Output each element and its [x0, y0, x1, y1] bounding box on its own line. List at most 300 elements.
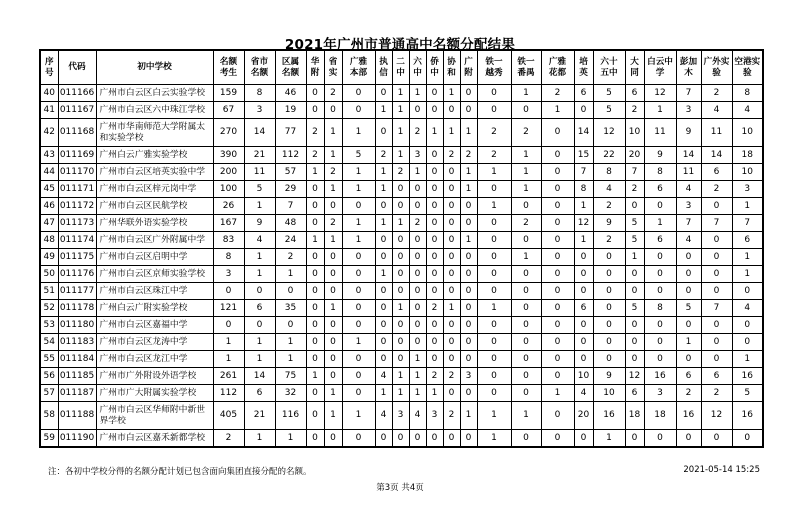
- cell-prov_city: 3: [244, 102, 275, 119]
- cell-guangya_huadu: 0: [541, 368, 574, 385]
- cell-huafu: 0: [306, 85, 324, 102]
- cell-zhixin: 0: [375, 232, 392, 249]
- cell-xiehe: 0: [443, 249, 460, 266]
- cell-datong: 5: [625, 215, 644, 232]
- cell-baiyun: 18: [644, 402, 676, 430]
- cell-konggang: 1: [732, 198, 763, 215]
- cell-zhixin: 1: [375, 181, 392, 198]
- cell-erzhong: 1: [392, 300, 409, 317]
- column-header-baiyun: [644, 50, 676, 85]
- cell-liuzhong: 1: [409, 368, 426, 385]
- column-header-line: 附: [464, 67, 473, 78]
- cell-no: 44: [40, 164, 58, 181]
- cell-prov_city: 5: [244, 181, 275, 198]
- cell-no: 43: [40, 147, 58, 164]
- column-header-datong: [625, 50, 644, 85]
- cell-datong: 0: [625, 351, 644, 368]
- cell-guangya_main: 0: [342, 249, 375, 266]
- cell-no: 59: [40, 430, 58, 448]
- cell-candidates: 390: [213, 147, 244, 164]
- cell-guangya_huadu: 0: [541, 147, 574, 164]
- cell-erzhong: 0: [392, 430, 409, 448]
- cell-pengjiamu: 16: [676, 402, 701, 430]
- cell-qiaozhong: 0: [426, 102, 443, 119]
- cell-konggang: 18: [732, 147, 763, 164]
- cell-xiehe: 0: [443, 430, 460, 448]
- column-header-line: 广: [464, 56, 473, 67]
- cell-shengshi: 0: [324, 334, 342, 351]
- cell-xiehe: 2: [443, 368, 460, 385]
- cell-guangya_huadu: 0: [541, 266, 574, 283]
- column-header-line: 六十: [600, 56, 618, 67]
- cell-guangwai: 6: [701, 164, 732, 181]
- cell-peiying: 0: [574, 430, 593, 448]
- table-row: [40, 85, 763, 102]
- cell-shengshi: 1: [324, 300, 342, 317]
- cell-pengjiamu: 3: [676, 102, 701, 119]
- cell-prov_city: 21: [244, 402, 275, 430]
- cell-guangya_main: 0: [342, 85, 375, 102]
- cell-zhixin: 0: [375, 351, 392, 368]
- cell-guangfu: 0: [460, 300, 477, 317]
- column-header-line: 中: [396, 67, 405, 78]
- cell-pengjiamu: 6: [676, 368, 701, 385]
- cell-tieyi_yuexiu: 0: [477, 266, 511, 283]
- cell-pengjiamu: 3: [676, 198, 701, 215]
- cell-guangya_main: 0: [342, 317, 375, 334]
- cell-guangya_main: 1: [342, 215, 375, 232]
- cell-qiaozhong: 0: [426, 85, 443, 102]
- cell-tieyi_panyu: 1: [511, 249, 541, 266]
- cell-erzhong: 1: [392, 102, 409, 119]
- cell-candidates: 67: [213, 102, 244, 119]
- cell-tieyi_panyu: 0: [511, 283, 541, 300]
- cell-xiehe: 0: [443, 232, 460, 249]
- table-row: [40, 198, 763, 215]
- cell-peiying: 0: [574, 249, 593, 266]
- cell-pengjiamu: 4: [676, 232, 701, 249]
- cell-candidates: 167: [213, 215, 244, 232]
- cell-shengshi: 1: [324, 402, 342, 430]
- column-header-line: 铁一: [517, 56, 535, 67]
- cell-tieyi_yuexiu: 0: [477, 317, 511, 334]
- cell-school: 广州市白云区梓元岗中学: [96, 181, 213, 198]
- cell-tieyi_yuexiu: 0: [477, 351, 511, 368]
- column-header-line: 名额: [219, 56, 238, 67]
- cell-baiyun: 9: [644, 147, 676, 164]
- cell-qiaozhong: 2: [426, 300, 443, 317]
- cell-school: 广州市白云区嘉禾新都学校: [96, 430, 213, 448]
- cell-district: 0: [275, 283, 306, 300]
- cell-konggang: 16: [732, 368, 763, 385]
- cell-zhixin: 0: [375, 300, 392, 317]
- cell-candidates: 121: [213, 300, 244, 317]
- cell-erzhong: 0: [392, 198, 409, 215]
- cell-guangya_huadu: 0: [541, 232, 574, 249]
- cell-guangwai: 0: [701, 266, 732, 283]
- cell-guangfu: 0: [460, 430, 477, 448]
- cell-tieyi_yuexiu: 1: [477, 164, 511, 181]
- cell-code: 011177: [58, 283, 96, 300]
- cell-pengjiamu: 7: [676, 85, 701, 102]
- cell-xiehe: 0: [443, 334, 460, 351]
- cell-code: 011168: [58, 119, 96, 147]
- cell-no: 56: [40, 368, 58, 385]
- cell-liuzhong: 0: [409, 283, 426, 300]
- cell-guangwai: 12: [701, 402, 732, 430]
- column-header-line: 广外实: [703, 56, 730, 67]
- column-header-line: 号: [44, 67, 54, 78]
- allocation-table: [39, 49, 764, 448]
- table-row: [40, 215, 763, 232]
- cell-shengshi: 0: [324, 249, 342, 266]
- cell-xiehe: 2: [443, 402, 460, 430]
- cell-tieyi_panyu: 0: [511, 317, 541, 334]
- cell-code: 011188: [58, 402, 96, 430]
- cell-code: 011183: [58, 334, 96, 351]
- cell-xiehe: 0: [443, 164, 460, 181]
- cell-baiyun: 6: [644, 232, 676, 249]
- cell-liuzhong: 4: [409, 402, 426, 430]
- cell-pengjiamu: 0: [676, 430, 701, 448]
- cell-guangwai: 7: [701, 215, 732, 232]
- column-header-line: 中: [413, 67, 422, 78]
- column-header-line: 考生: [219, 67, 238, 78]
- cell-candidates: 0: [213, 317, 244, 334]
- cell-tieyi_yuexiu: 0: [477, 232, 511, 249]
- cell-no65: 8: [593, 164, 625, 181]
- cell-huafu: 2: [306, 147, 324, 164]
- cell-baiyun: 8: [644, 300, 676, 317]
- cell-school: 广州市白云区民航学校: [96, 198, 213, 215]
- cell-konggang: 6: [732, 232, 763, 249]
- cell-datong: 1: [625, 249, 644, 266]
- cell-school: 广州市白云区六中珠江学校: [96, 102, 213, 119]
- column-header-line: 侨: [430, 56, 439, 67]
- cell-no65: 1: [593, 430, 625, 448]
- cell-candidates: 112: [213, 385, 244, 402]
- document-title: 2021年广州市普通高中名额分配结果: [284, 37, 516, 53]
- cell-pengjiamu: 14: [676, 147, 701, 164]
- cell-no65: 0: [593, 351, 625, 368]
- cell-huafu: 0: [306, 385, 324, 402]
- column-header-line: 大: [630, 56, 639, 67]
- cell-shengshi: 1: [324, 385, 342, 402]
- cell-erzhong: 1: [392, 85, 409, 102]
- column-header-line: 验: [712, 67, 721, 78]
- cell-no65: 22: [593, 147, 625, 164]
- cell-tieyi_yuexiu: 1: [477, 300, 511, 317]
- cell-peiying: 4: [574, 385, 593, 402]
- cell-no: 49: [40, 249, 58, 266]
- cell-huafu: 0: [306, 402, 324, 430]
- cell-no65: 0: [593, 317, 625, 334]
- cell-prov_city: 1: [244, 351, 275, 368]
- cell-guangfu: 1: [460, 232, 477, 249]
- cell-peiying: 15: [574, 147, 593, 164]
- column-header-line: 执: [379, 56, 388, 67]
- cell-school: 广州市白云区珠江中学: [96, 283, 213, 300]
- cell-candidates: 270: [213, 119, 244, 147]
- cell-school: 广州市白云区龙涛中学: [96, 334, 213, 351]
- cell-huafu: 2: [306, 119, 324, 147]
- cell-baiyun: 0: [644, 198, 676, 215]
- column-header-line: 广雅: [548, 56, 567, 67]
- cell-code: 011172: [58, 198, 96, 215]
- cell-datong: 2: [625, 181, 644, 198]
- cell-code: 011166: [58, 85, 96, 102]
- cell-baiyun: 3: [644, 385, 676, 402]
- column-header-no65: [593, 50, 625, 85]
- cell-guangfu: 0: [460, 283, 477, 300]
- cell-code: 011178: [58, 300, 96, 317]
- cell-guangwai: 4: [701, 102, 732, 119]
- cell-guangya_huadu: 0: [541, 334, 574, 351]
- table-row: [40, 402, 763, 430]
- cell-peiying: 8: [574, 181, 593, 198]
- cell-zhixin: 1: [375, 215, 392, 232]
- cell-guangwai: 0: [701, 198, 732, 215]
- column-header-line: 同: [630, 67, 639, 78]
- cell-datong: 0: [625, 334, 644, 351]
- cell-datong: 0: [625, 198, 644, 215]
- column-header-line: 信: [379, 67, 388, 78]
- column-header-line: 和: [447, 67, 456, 78]
- cell-candidates: 3: [213, 266, 244, 283]
- column-header-line: 代码: [68, 62, 86, 72]
- cell-district: 1: [275, 334, 306, 351]
- cell-datong: 5: [625, 300, 644, 317]
- cell-tieyi_yuexiu: 0: [477, 215, 511, 232]
- cell-no65: 0: [593, 249, 625, 266]
- cell-baiyun: 11: [644, 119, 676, 147]
- column-header-zhixin: [375, 50, 392, 85]
- cell-tieyi_panyu: 0: [511, 232, 541, 249]
- cell-code: 011171: [58, 181, 96, 198]
- cell-no65: 9: [593, 368, 625, 385]
- cell-tieyi_yuexiu: 2: [477, 147, 511, 164]
- cell-guangya_huadu: 0: [541, 283, 574, 300]
- cell-peiying: 6: [574, 300, 593, 317]
- cell-no65: 0: [593, 283, 625, 300]
- cell-guangwai: 0: [701, 283, 732, 300]
- cell-liuzhong: 0: [409, 334, 426, 351]
- cell-erzhong: 1: [392, 385, 409, 402]
- column-header-line: 培: [579, 56, 588, 67]
- cell-erzhong: 1: [392, 368, 409, 385]
- column-header-line: 区属: [281, 56, 300, 67]
- cell-guangya_main: 1: [342, 119, 375, 147]
- cell-qiaozhong: 2: [426, 368, 443, 385]
- cell-no65: 10: [593, 385, 625, 402]
- cell-district: 46: [275, 85, 306, 102]
- cell-liuzhong: 1: [409, 164, 426, 181]
- cell-shengshi: 0: [324, 198, 342, 215]
- cell-tieyi_yuexiu: 0: [477, 368, 511, 385]
- cell-no65: 2: [593, 198, 625, 215]
- cell-konggang: 10: [732, 164, 763, 181]
- cell-tieyi_yuexiu: 0: [477, 181, 511, 198]
- cell-liuzhong: 3: [409, 147, 426, 164]
- cell-no65: 0: [593, 300, 625, 317]
- cell-no: 53: [40, 317, 58, 334]
- cell-shengshi: 1: [324, 232, 342, 249]
- cell-shengshi: 2: [324, 85, 342, 102]
- cell-district: 1: [275, 266, 306, 283]
- cell-datong: 18: [625, 402, 644, 430]
- column-header-line: 花都: [548, 67, 567, 78]
- cell-xiehe: 0: [443, 283, 460, 300]
- cell-xiehe: 0: [443, 351, 460, 368]
- cell-code: 011187: [58, 385, 96, 402]
- cell-district: 24: [275, 232, 306, 249]
- cell-guangfu: 1: [460, 402, 477, 430]
- cell-baiyun: 0: [644, 249, 676, 266]
- cell-guangya_huadu: 0: [541, 181, 574, 198]
- cell-prov_city: 6: [244, 385, 275, 402]
- cell-code: 011173: [58, 215, 96, 232]
- cell-district: 1: [275, 430, 306, 448]
- cell-liuzhong: 0: [409, 430, 426, 448]
- cell-datong: 20: [625, 147, 644, 164]
- table-row: [40, 300, 763, 317]
- cell-konggang: 7: [732, 215, 763, 232]
- cell-baiyun: 1: [644, 215, 676, 232]
- cell-huafu: 0: [306, 283, 324, 300]
- cell-prov_city: 1: [244, 249, 275, 266]
- cell-zhixin: 0: [375, 119, 392, 147]
- cell-datong: 6: [625, 85, 644, 102]
- cell-guangya_main: 0: [342, 430, 375, 448]
- cell-zhixin: 1: [375, 385, 392, 402]
- table-row: [40, 164, 763, 181]
- cell-tieyi_panyu: 0: [511, 368, 541, 385]
- cell-guangya_main: 1: [342, 402, 375, 430]
- cell-guangya_main: 0: [342, 300, 375, 317]
- cell-zhixin: 4: [375, 368, 392, 385]
- cell-guangya_main: 0: [342, 351, 375, 368]
- column-header-line: 华: [310, 56, 320, 67]
- cell-guangwai: 11: [701, 119, 732, 147]
- cell-guangfu: 0: [460, 198, 477, 215]
- cell-candidates: 26: [213, 198, 244, 215]
- cell-guangya_huadu: 0: [541, 249, 574, 266]
- cell-tieyi_panyu: 0: [511, 198, 541, 215]
- cell-district: 2: [275, 249, 306, 266]
- cell-tieyi_yuexiu: 0: [477, 283, 511, 300]
- column-header-xiehe: [443, 50, 460, 85]
- cell-code: 011174: [58, 232, 96, 249]
- column-header-line: 实: [328, 67, 338, 78]
- cell-qiaozhong: 0: [426, 198, 443, 215]
- cell-no: 40: [40, 85, 58, 102]
- column-header-shengshi: [324, 50, 342, 85]
- cell-candidates: 261: [213, 368, 244, 385]
- cell-guangfu: 3: [460, 368, 477, 385]
- cell-guangfu: 0: [460, 249, 477, 266]
- cell-liuzhong: 0: [409, 300, 426, 317]
- cell-district: 112: [275, 147, 306, 164]
- column-header-line: 广雅: [349, 56, 368, 67]
- cell-prov_city: 14: [244, 119, 275, 147]
- cell-school: 广州市白云区华师附中新世界学校: [96, 402, 213, 430]
- cell-district: 7: [275, 198, 306, 215]
- cell-guangya_huadu: 0: [541, 430, 574, 448]
- cell-xiehe: 0: [443, 102, 460, 119]
- cell-school: 广州市广外附设外语学校: [96, 368, 213, 385]
- cell-school: 广州市华南师范大学附属太和实验学校: [96, 119, 213, 147]
- cell-guangya_main: 5: [342, 147, 375, 164]
- cell-guangwai: 14: [701, 147, 732, 164]
- column-header-line: 初中学校: [137, 62, 172, 72]
- cell-xiehe: 1: [443, 119, 460, 147]
- cell-no65: 4: [593, 181, 625, 198]
- cell-peiying: 7: [574, 164, 593, 181]
- cell-guangfu: 0: [460, 102, 477, 119]
- cell-tieyi_yuexiu: 0: [477, 102, 511, 119]
- cell-erzhong: 0: [392, 317, 409, 334]
- cell-erzhong: 2: [392, 164, 409, 181]
- cell-qiaozhong: 0: [426, 181, 443, 198]
- cell-zhixin: 2: [375, 147, 392, 164]
- cell-shengshi: 1: [324, 119, 342, 147]
- table-row: [40, 266, 763, 283]
- cell-no: 46: [40, 198, 58, 215]
- cell-code: 011167: [58, 102, 96, 119]
- cell-guangwai: 0: [701, 232, 732, 249]
- cell-guangwai: 0: [701, 351, 732, 368]
- table-row: [40, 334, 763, 351]
- cell-erzhong: 1: [392, 215, 409, 232]
- cell-xiehe: 0: [443, 198, 460, 215]
- cell-tieyi_yuexiu: 0: [477, 249, 511, 266]
- cell-huafu: 0: [306, 351, 324, 368]
- cell-liuzhong: 0: [409, 198, 426, 215]
- cell-qiaozhong: 1: [426, 385, 443, 402]
- cell-zhixin: 0: [375, 430, 392, 448]
- cell-peiying: 12: [574, 215, 593, 232]
- cell-shengshi: 1: [324, 147, 342, 164]
- cell-no: 54: [40, 334, 58, 351]
- cell-erzhong: 0: [392, 351, 409, 368]
- cell-tieyi_panyu: 0: [511, 266, 541, 283]
- cell-baiyun: 0: [644, 266, 676, 283]
- cell-guangfu: 1: [460, 164, 477, 181]
- cell-school: 广州市广大附属实验学校: [96, 385, 213, 402]
- cell-konggang: 1: [732, 266, 763, 283]
- column-header-qiaozhong: [426, 50, 443, 85]
- cell-erzhong: 1: [392, 147, 409, 164]
- cell-tieyi_panyu: 1: [511, 147, 541, 164]
- cell-school: 广州市白云区启明中学: [96, 249, 213, 266]
- cell-guangwai: 0: [701, 249, 732, 266]
- cell-baiyun: 0: [644, 351, 676, 368]
- column-header-line: 序: [44, 56, 54, 67]
- cell-huafu: 0: [306, 249, 324, 266]
- cell-xiehe: 1: [443, 85, 460, 102]
- cell-prov_city: 0: [244, 283, 275, 300]
- cell-tieyi_yuexiu: 2: [477, 119, 511, 147]
- cell-no65: 5: [593, 85, 625, 102]
- cell-guangfu: 0: [460, 266, 477, 283]
- cell-no: 48: [40, 232, 58, 249]
- table-row: [40, 368, 763, 385]
- cell-pengjiamu: 0: [676, 283, 701, 300]
- cell-tieyi_panyu: 0: [511, 300, 541, 317]
- cell-district: 57: [275, 164, 306, 181]
- cell-baiyun: 0: [644, 430, 676, 448]
- table-header-row: [40, 50, 763, 85]
